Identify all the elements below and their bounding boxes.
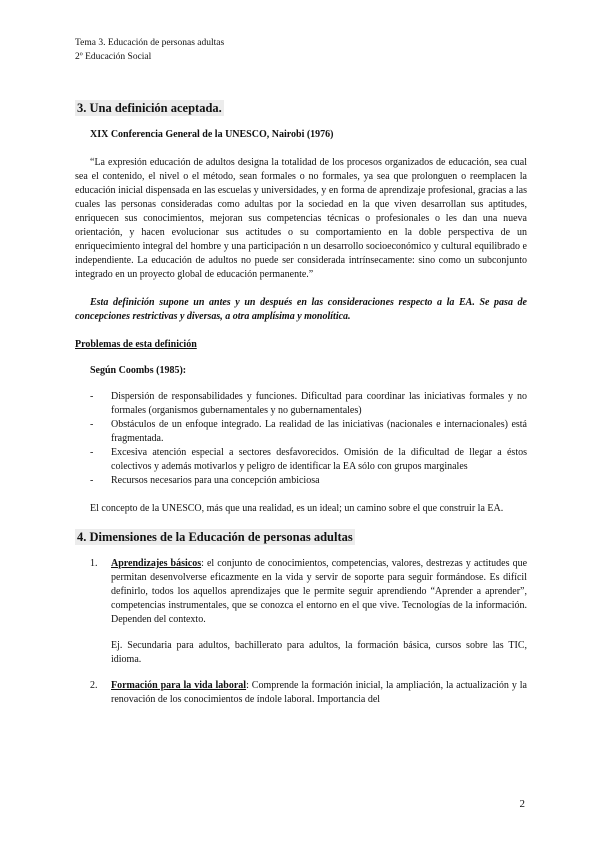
page-content [75,100,527,707]
dimension-term: Aprendizajes básicos [111,558,202,569]
list-item [75,418,527,446]
section-4-title: 4. Dimensiones de la Educación de personas adultas [77,530,353,544]
unesco-definition-quote: “La expresión educación de adultos designa la totalidad de los procesos organizados de educación, sea cual sea el contenido, el nivel o el método, sean formales o no formales, ya sea que prolonguen o reemplacen la educación inicial dispensada en las escuelas y universidades, y en forma de aprendizaje profesional, gracias a las cuales las personas consideradas como adultas por la sociedad en la que viven desarrollan sus aptitudes, enriquecen sus conocimientos, mejoran sus competencias técnicas o profesionales o les dan una nueva orientación, y hacen evolucionar sus actitudes o su comportamiento en la doble perspectiva de un enriquecimiento integral del hombre y una participación n un desarrollo socioeconómico y cultural equilibrado e independiente. La educación de adultos no puede ser considerada intrínsecamente: sino como un subconjunto integrado en un proyecto global de educación permanente.” [75,157,527,280]
section-4-heading [75,529,527,545]
list-item-text: Obstáculos de un enfoque integrado. La realidad de las iniciativas (nacionales e internacionales) está fragmentada. [111,419,527,444]
list-item [75,557,527,627]
page-header [75,37,224,64]
list-item [75,446,527,474]
list-item-text: Excesiva atención especial a sectores desfavorecidos. Omisión de la dificultad de llegar a éstos colectivos y además motivarlos y peligro de identificar la EA sólo con grupos marginales [111,447,527,472]
dimension-description: : el conjunto de conocimientos, competencias, valores, destrezas y actitudes que permitan desenvolverse eficazmente en la vida y servir de soporte para seguir formándose. Es difícil definirlo, todos los aquellos aprendizajes que le permite seguir aprendiendo “Aprender a aprender”, competencias instrumentales, que se conozca el entorno en el que vive. Tecnologías de la información. Dependen del contexto. [111,558,528,625]
dimension-example: Ej. Secundaria para adultos, bachillerato para adultos, la formación básica, cursos sobre las TIC, idioma. [111,640,527,665]
list-number: 1. [90,558,98,569]
unesco-conclusion: El concepto de la UNESCO, más que una realidad, es un ideal; un camino sobre el que construir la EA. [90,503,504,514]
dimension-description: : Comprende la formación inicial, la ampliación, la actualización y la renovación de los conocimientos de índole laboral. Importancia del [111,680,527,705]
list-item [75,474,527,488]
coombs-heading: Según Coombs (1985): [90,365,187,376]
dash-bullet: - [90,391,94,402]
header-course-topic: Tema 3. Educación de personas adultas [75,38,225,48]
conference-heading: XIX Conferencia General de la UNESCO, Nairobi (1976) [90,129,334,140]
dimensions-list-continued [75,679,527,707]
problems-heading: Problemas de esta definición [75,339,197,350]
dimension-term: Formación para la vida laboral [111,680,247,691]
list-item [75,390,527,418]
list-item-text: Recursos necesarios para una concepción ambiciosa [111,475,320,486]
list-item [75,679,527,707]
dimensions-list [75,557,527,627]
page-number: 2 [519,798,525,810]
dash-bullet: - [90,447,94,458]
header-course-year: 2º Educación Social [75,51,152,62]
list-item-text: Dispersión de responsabilidades y funciones. Dificultad para coordinar las iniciativas formales y no formales (organismos gubernamentales y no gubernamentales) [111,391,527,416]
definition-statement: Esta definición supone un antes y un después en las consideraciones respecto a la EA. Se pasa de concepciones restrictivas y diversas, a otra amplísima y monolítica. [75,297,527,322]
section-3-title: 3. Una definición aceptada. [77,101,222,115]
section-3-heading [75,100,527,116]
dash-bullet: - [90,419,94,430]
problems-list [75,390,527,488]
list-number: 2. [90,680,98,691]
dash-bullet: - [90,475,94,486]
